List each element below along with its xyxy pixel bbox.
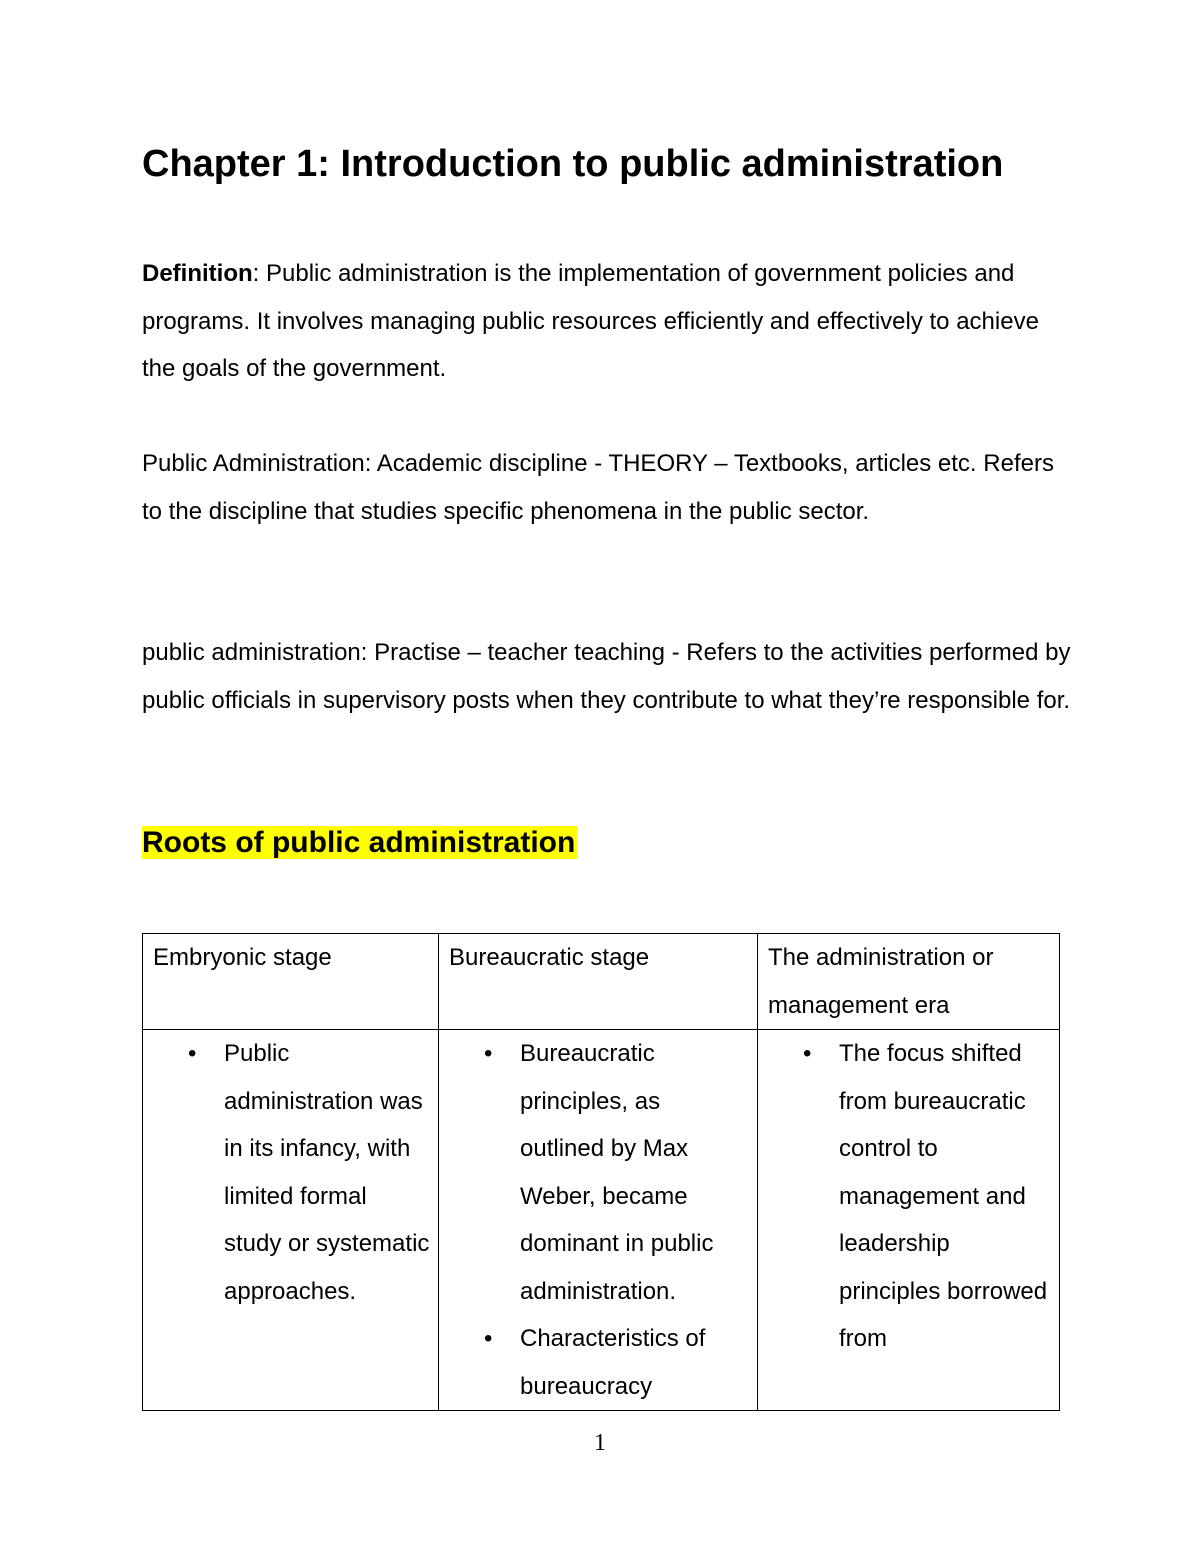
practice-paragraph: public administration: Practise – teacher teaching - Refers to the activities performed by public officials in supervisory posts when they contribute to what they’re responsible for.: [142, 639, 1071, 714]
chapter-title: Chapter 1: Introduction to public administration: [142, 143, 1004, 185]
section-heading: [142, 822, 577, 864]
bullet-list: [143, 1030, 430, 1315]
header-bureaucratic-stage: Bureaucratic stage: [439, 934, 758, 1030]
stages-table: [142, 933, 1060, 1411]
definition-text: : Public administration is the implementation of government policies and programs. It involves managing public resources efficiently and effectively to achieve the goals of the government.: [142, 260, 1039, 382]
bullet-list: [439, 1030, 749, 1410]
highlighted-heading-text: Roots of public administration: [142, 826, 576, 859]
list-item: • Bureaucratic principles, as outlined by Max Weber, became dominant in public administration.: [520, 1030, 749, 1315]
header-embryonic-stage: Embryonic stage: [143, 934, 439, 1030]
bullet-list: [758, 1030, 1051, 1363]
cell-bureaucratic-stage: [439, 1030, 758, 1411]
definition-paragraph: [142, 250, 1072, 393]
cell-embryonic-stage: [143, 1030, 439, 1411]
header-management-era: The administration or management era: [758, 934, 1060, 1030]
table-row: [143, 1030, 1060, 1411]
cell-management-era: [758, 1030, 1060, 1411]
page-number: 1: [594, 1430, 606, 1456]
list-item: • Public administration was in its infancy, with limited formal study or systematic approaches.: [224, 1030, 430, 1315]
list-item: • Characteristics of bureaucracy: [520, 1315, 749, 1410]
list-item: • The focus shifted from bureaucratic control to management and leadership principles borrowed from: [839, 1030, 1051, 1363]
table-header-row: [143, 934, 1060, 1030]
theory-paragraph: Public Administration: Academic discipline - THEORY – Textbooks, articles etc. Refers to the discipline that studies specific phenomena in the public sector.: [142, 450, 1054, 525]
definition-label: Definition: [142, 260, 253, 287]
